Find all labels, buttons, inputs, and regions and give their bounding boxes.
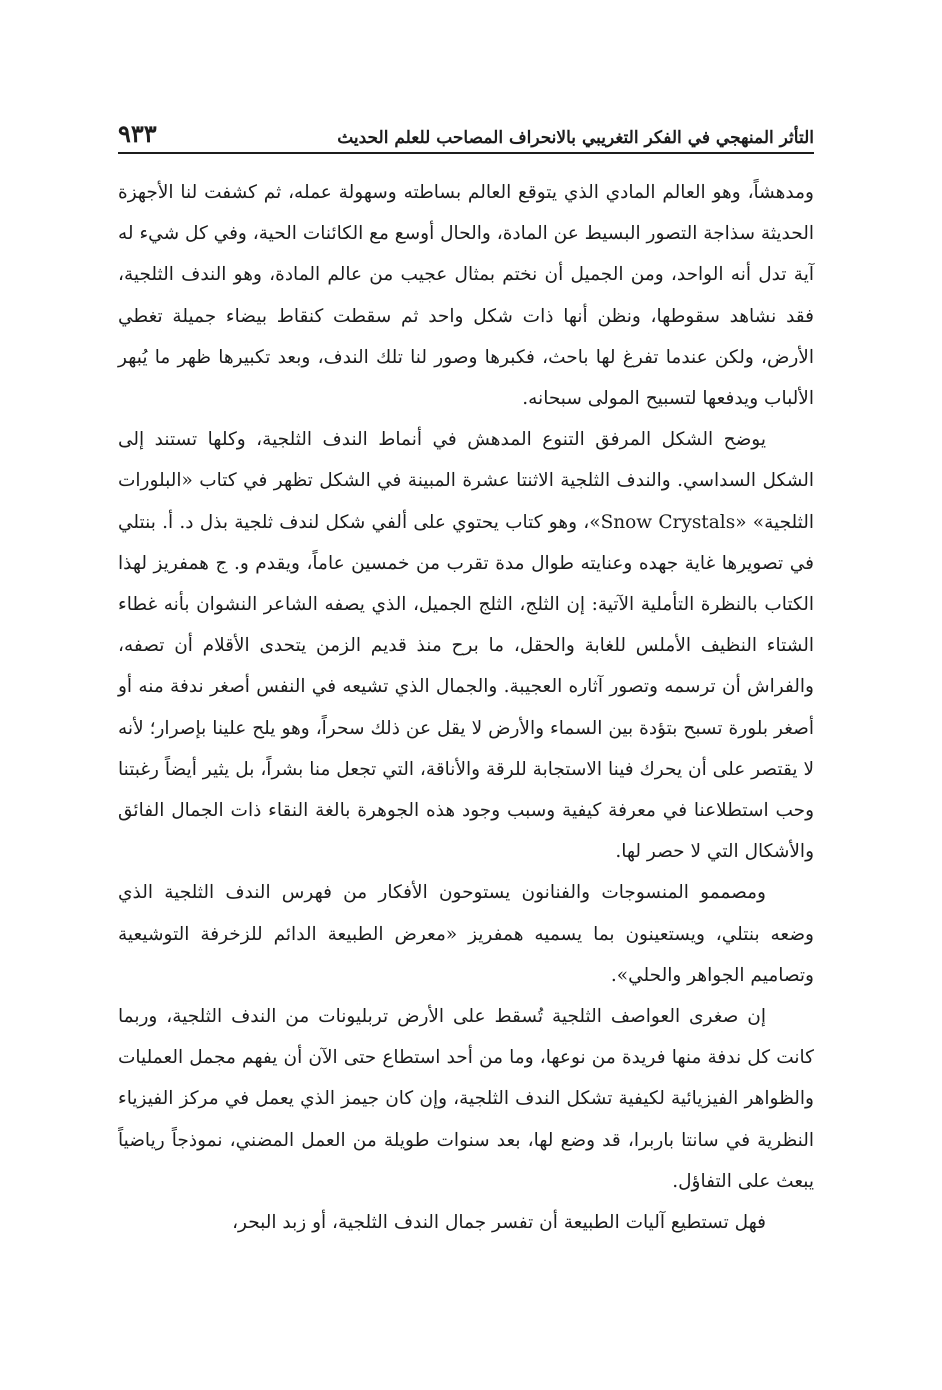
- page-number: ٩٣٣: [118, 119, 157, 148]
- body-text: [118, 172, 814, 1243]
- paragraph-snow-crystals: يوضح الشكل المرفق التنوع المدهش في أنماط الندف الثلجية، وكلها تستند إلى الشكل السداسي. والندف الثلجية الاثنتا عشرة المبينة في الشكل تظهر في كتاب «البلورات الثلجية» «Snow Crystals»، وهو كتاب يحتوي على ألفي شكل لندف ثلجية بذل د. أ. بنتلي في تصويرها غاية جهده وعنايته طوال مدة تقرب من خمسين عاماً، ويقدم و. ج همفريز لهذا الكتاب بالنظرة التأملية الآتية: إن الثلج، الثلج الجميل، الذي يصفه الشاعر النشوان بأنه غطاء الشتاء النظيف الأملس للغابة والحقل، ما برح منذ قديم الزمن يتحدى الأقلام أن تصفه، والفراش أن ترسمه وتصور آثاره العجيبة. والجمال الذي تشيعه في النفس أصغر ندفة منه أو أصغر بلورة تسبح بتؤدة بين السماء والأرض لا يقل عن ذلك سحراً، وهو يلح علينا بإصرار؛ لأنه لا يقتصر على أن يحرك فينا الاستجابة للرقة والأناقة، التي تجعل منا بشراً، بل يثير أيضاً رغبتنا وحب استطلاعنا في معرفة كيفية وسبب وجود هذه الجوهرة بالغة النقاء ذات الجمال الفائق والأشكال التي لا حصر لها.: [118, 429, 814, 863]
- paragraph-textile-designers: ومصممو المنسوجات والفنانون يستوحون الأفكار من فهرس الندف الثلجية الذي وضعه بنتلي، ويستعينون بما يسميه همفريز «معرض الطبيعة الدائم للزخرفة التوشيعية وتصاميم الجواهر والحلي».: [118, 882, 814, 986]
- paragraph-snowstorms: إن صغرى العواصف الثلجية تُسقط على الأرض تربليونات من الندف الثلجية، وربما كانت كل ندفة منها فريدة من نوعها، وما من أحد استطاع حتى الآن أن يفهم مجمل العمليات والظواهر الفيزيائية لكيفية تشكل الندف الثلجية، وإن كان جيمز الذي يعمل في مركز الفيزياء النظرية في سانتا باربرا، قد وضع لها، بعد سنوات طويلة من العمل المضني، نموذجاً رياضياً يبعث على التفاؤل.: [118, 1006, 814, 1192]
- running-title: التأثر المنهجي في الفكر التغريبي بالانحراف المصاحب للعلم الحديث: [337, 128, 814, 148]
- paragraph-question: فهل تستطيع آليات الطبيعة أن تفسر جمال الندف الثلجية، أو زبد البحر،: [232, 1212, 766, 1234]
- running-header: [118, 108, 814, 154]
- paragraph-continuation: ومدهشاً، وهو العالم المادي الذي يتوقع العالم بساطته وسهولة عمله، ثم كشفت لنا الأجهزة الحديثة سذاجة التصور البسيط عن المادة، والحال أوسع مع الكائنات الحية، وفي كل شيء له آية تدل أنه الواحد، ومن الجميل أن نختم بمثال عجيب من عالم المادة، وهو الندف الثلجية، فقد نشاهد سقوطها، ونظن أنها ذات شكل واحد ثم سقطت كنقاط بيضاء جميلة تغطي الأرض، ولكن عندما تفرغ لها باحث، فكبرها وصور لنا تلك الندف، وبعد تكبيرها ظهر ما يُبهر الألباب ويدفعها لتسبيح المولى سبحانه.: [118, 182, 814, 410]
